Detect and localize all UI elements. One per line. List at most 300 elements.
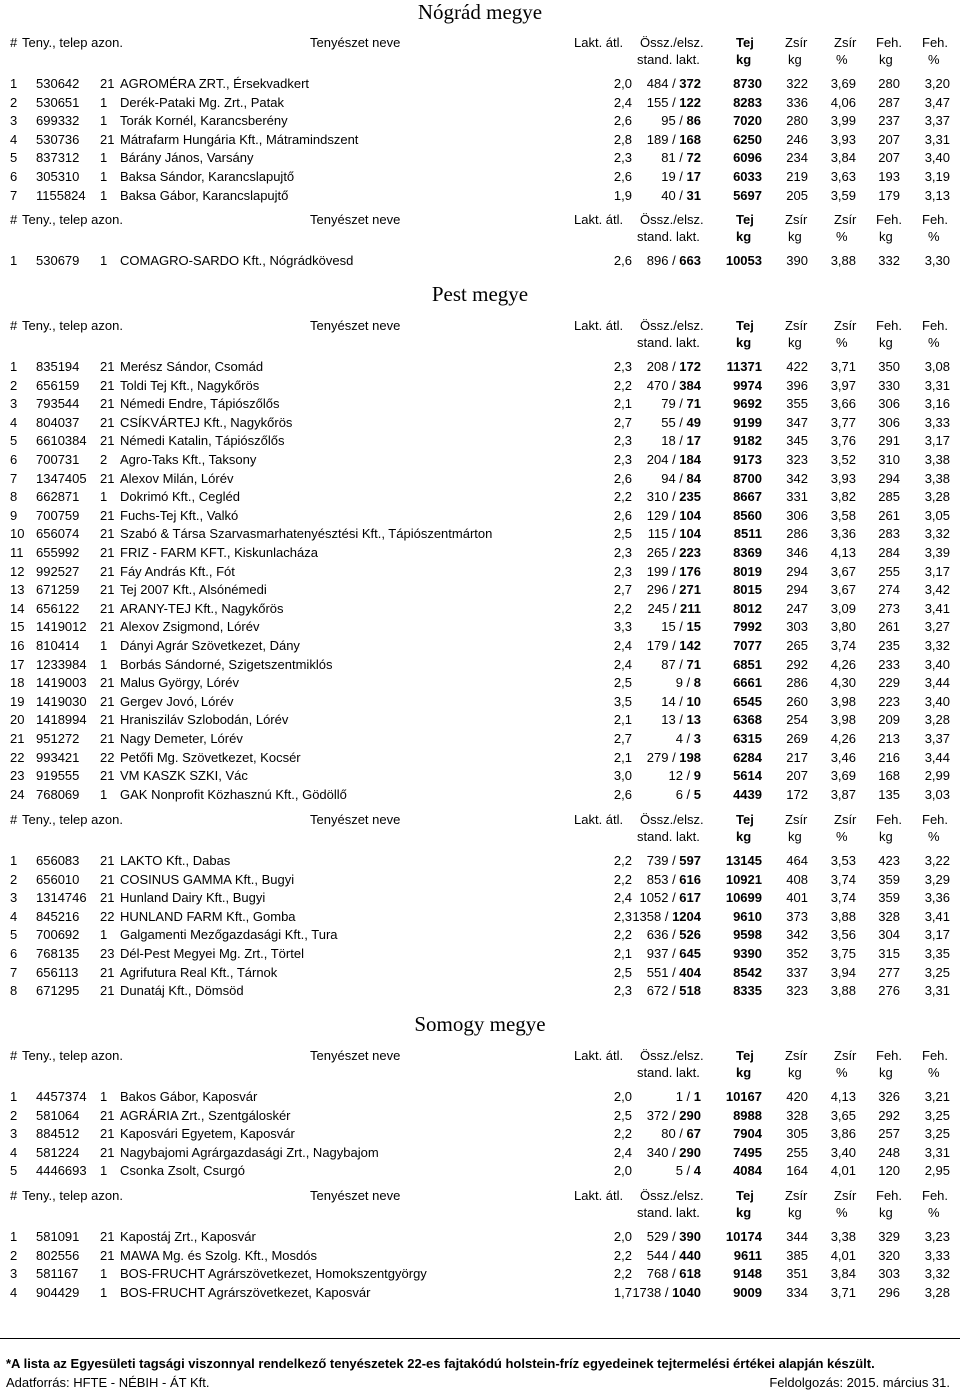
rank: 7 (10, 470, 18, 486)
table-row (0, 730, 960, 748)
breed-code: 21 (100, 396, 115, 412)
fat-kg: 464 (786, 853, 808, 868)
total-count-all: 87 / (661, 656, 687, 672)
total-count (647, 451, 701, 468)
fat-pct: 3,97 (830, 377, 856, 393)
table-row (0, 1107, 960, 1125)
fat-pct: 3,56 (830, 927, 856, 943)
farm-name: Merész Sándor, Csomád (120, 359, 264, 374)
farm-id: 656074 (36, 526, 80, 542)
table-row (0, 75, 960, 93)
fat-pct: 4,01 (830, 1163, 856, 1179)
table-row (0, 168, 960, 186)
lactation-avg: 1,7 (613, 1284, 632, 1300)
fat-kg: 345 (786, 433, 808, 449)
header-u1: kg (788, 1065, 802, 1080)
total-count (661, 187, 701, 204)
fat-kg: 219 (786, 169, 808, 184)
total-count-standard: 663 (679, 253, 701, 268)
breed-code: 1 (100, 150, 108, 166)
total-count-all: 179 / (646, 638, 680, 653)
fat-kg: 336 (786, 94, 808, 110)
fat-pct: 3,87 (830, 786, 856, 802)
protein-pct: 3,28 (924, 1284, 950, 1300)
rank: 5 (10, 433, 18, 449)
total-count (647, 600, 701, 617)
table-row (0, 525, 960, 543)
breed-code: 21 (100, 731, 115, 746)
farm-id: 904429 (36, 1284, 80, 1300)
farm-id: 1419003 (36, 675, 87, 691)
table-row (0, 1125, 960, 1143)
fat-pct: 4,06 (830, 94, 856, 110)
farm-name: Agrifutura Real Kft., Tárnok (120, 964, 278, 980)
protein-kg: 320 (878, 1247, 900, 1263)
total-count-standard: 71 (686, 396, 701, 412)
total-count-all: 245 / (647, 600, 681, 616)
total-count-standard: 184 (679, 452, 701, 467)
total-count (632, 1284, 701, 1301)
total-count (647, 544, 701, 561)
protein-pct: 3,27 (924, 619, 950, 635)
total-count-all: 9 / (675, 675, 694, 691)
breed-code: 21 (100, 890, 115, 906)
fat-kg: 346 (786, 545, 808, 560)
lactation-avg: 2,2 (613, 1266, 632, 1282)
protein-pct: 3,37 (924, 113, 950, 129)
farm-name: MAWA Mg. és Szolg. Kft., Mosdós (120, 1247, 317, 1263)
fat-kg: 303 (786, 619, 808, 635)
protein-pct: 3,29 (924, 871, 950, 887)
fat-kg: 247 (786, 600, 808, 616)
fat-pct: 3,69 (830, 768, 856, 784)
lactation-avg: 1,9 (613, 187, 632, 203)
protein-kg: 229 (878, 675, 900, 691)
milk-kg: 9148 (733, 1266, 762, 1282)
table-row (0, 395, 960, 413)
milk-kg: 7904 (733, 1126, 762, 1142)
header-h2: Teny., telep azon. (22, 212, 123, 227)
farm-id: 656010 (36, 871, 80, 887)
header-h2: Teny., telep azon. (22, 318, 123, 333)
header-h3: Tenyészet neve (310, 318, 401, 333)
farm-name: AGROMÉRA ZRT., Érsekvadkert (120, 76, 310, 91)
fat-pct: 3,82 (830, 489, 856, 505)
farm-id: 671295 (36, 983, 80, 999)
fat-pct: 3,59 (830, 187, 856, 203)
farm-id: 530651 (36, 94, 80, 110)
protein-kg: 423 (878, 853, 900, 868)
farm-name: Petőfi Mg. Szövetkezet, Kocsér (120, 749, 301, 765)
breed-code: 1 (100, 1266, 108, 1282)
total-count (676, 674, 701, 691)
table-row (0, 600, 960, 618)
total-count-standard: 384 (679, 377, 701, 393)
header-h2: Teny., telep azon. (22, 812, 123, 827)
header-h7: Tej (736, 318, 754, 333)
fat-pct: 3,74 (830, 890, 856, 906)
table-row (0, 581, 960, 599)
header-u2: % (836, 335, 848, 350)
total-count (647, 94, 701, 111)
protein-pct: 3,38 (924, 452, 950, 467)
lactation-avg: 2,2 (613, 871, 632, 887)
table-header (0, 811, 960, 847)
total-count (648, 525, 701, 542)
farm-name: Borbás Sándorné, Szigetszentmiklós (120, 656, 333, 672)
header-u4: % (928, 829, 940, 844)
protein-pct: 3,31 (924, 1144, 950, 1160)
breed-code: 1 (100, 1163, 108, 1179)
rank: 6 (10, 169, 18, 184)
table-row (0, 889, 960, 907)
breed-code: 1 (100, 489, 108, 505)
milk-kg: 6250 (733, 131, 762, 147)
total-count (661, 395, 701, 412)
table-row (0, 131, 960, 149)
milk-kg: 8012 (733, 600, 762, 616)
farm-id: 530642 (36, 76, 80, 91)
fat-kg: 331 (786, 489, 808, 505)
rank: 1 (10, 76, 18, 91)
farm-name: Dokrimó Kft., Cegléd (120, 489, 240, 505)
total-count-standard: 271 (679, 582, 701, 598)
total-count-standard: 9 (693, 768, 701, 784)
lactation-avg: 2,7 (613, 414, 632, 430)
farm-id: 581224 (36, 1144, 80, 1160)
milk-kg: 8667 (733, 489, 762, 505)
fat-kg: 385 (786, 1247, 808, 1263)
farm-id: 810414 (36, 638, 80, 653)
farm-name: VM KASZK SZKI, Vác (120, 768, 248, 784)
protein-pct: 3,32 (924, 638, 950, 653)
farm-id: 700731 (36, 452, 80, 467)
breed-code: 21 (100, 131, 115, 147)
milk-kg: 8988 (733, 1107, 762, 1123)
breed-code: 1 (100, 187, 108, 203)
total-count-all: 208 / (646, 359, 680, 374)
lactation-avg: 2,4 (613, 656, 632, 672)
total-count (676, 786, 701, 803)
header-h5: Össz./elsz. (640, 1188, 704, 1203)
table-row (0, 358, 960, 376)
rank: 1 (10, 253, 18, 268)
rank: 4 (10, 414, 18, 430)
milk-kg: 4084 (733, 1163, 762, 1179)
header-h7: Tej (736, 1048, 754, 1063)
header-u4: % (928, 52, 940, 67)
farm-id: 884512 (36, 1126, 80, 1142)
header-h6: stand. lakt. (637, 335, 700, 350)
milk-kg: 7077 (733, 638, 762, 653)
fat-pct: 4,26 (830, 656, 856, 672)
farm-id: 656122 (36, 600, 80, 616)
lactation-avg: 2,0 (613, 1163, 632, 1179)
fat-pct: 4,01 (830, 1247, 856, 1263)
fat-kg: 294 (786, 563, 808, 579)
protein-kg: 285 (878, 489, 900, 505)
farm-id: 305310 (36, 169, 80, 184)
rank: 12 (10, 563, 25, 579)
farm-id: 530679 (36, 253, 80, 268)
milk-kg: 9610 (733, 908, 762, 924)
farm-id: 581064 (36, 1107, 80, 1123)
total-count-standard: 198 (679, 749, 701, 765)
header-h1: # (10, 1048, 18, 1063)
total-count-all: 12 / (668, 768, 694, 784)
fat-pct: 3,74 (830, 638, 856, 653)
header-h6: stand. lakt. (637, 1065, 700, 1080)
header-h6: stand. lakt. (637, 229, 700, 244)
fat-kg: 305 (786, 1126, 808, 1142)
fat-kg: 294 (786, 582, 808, 598)
fat-pct: 3,71 (830, 1284, 856, 1300)
header-h9: Zsír (785, 812, 808, 827)
header-h9: Zsír (785, 318, 808, 333)
rank: 3 (10, 113, 18, 129)
fat-pct: 4,30 (830, 675, 856, 691)
header-h4: Lakt. átl. (574, 318, 624, 333)
processing-date: Feldolgozás: 2015. március 31. (769, 1375, 950, 1390)
total-count-standard: 142 (679, 638, 701, 653)
rank: 24 (10, 786, 25, 802)
breed-code: 21 (100, 526, 115, 542)
protein-pct: 3,17 (924, 433, 950, 449)
farm-name: Némedi Katalin, Tápiószőlős (120, 433, 285, 449)
milk-kg: 9390 (733, 946, 762, 961)
total-count-standard: 211 (680, 600, 701, 616)
fat-pct: 3,77 (830, 414, 856, 430)
table-row (0, 470, 960, 488)
milk-kg: 6033 (733, 169, 762, 184)
rank: 9 (10, 507, 18, 523)
farm-id: 699332 (36, 113, 80, 129)
total-count-standard: 176 (679, 563, 701, 579)
header-h10: Zsír (834, 1188, 857, 1203)
total-count-all: 14 / (661, 693, 687, 709)
total-count-standard: 10 (686, 693, 701, 709)
total-count-all: 19 / (661, 169, 687, 184)
total-count-standard: 15 (686, 619, 701, 635)
total-count-standard: 617 (679, 890, 701, 906)
table-row (0, 749, 960, 767)
rank: 10 (10, 526, 25, 542)
lactation-avg: 2,0 (613, 1089, 632, 1104)
total-count-all: 340 / (646, 1144, 680, 1160)
fat-kg: 390 (786, 253, 808, 268)
protein-kg: 359 (878, 871, 900, 887)
rank: 8 (10, 983, 18, 999)
total-count (647, 358, 701, 375)
fat-pct: 3,52 (830, 452, 856, 467)
lactation-avg: 2,2 (613, 853, 632, 868)
milk-kg: 8730 (733, 76, 762, 91)
header-h12: Feh. (922, 1188, 949, 1203)
header-h1: # (10, 812, 18, 827)
fat-pct: 3,66 (830, 396, 856, 412)
fat-kg: 286 (786, 526, 808, 542)
farm-name: Torák Kornél, Karancsberény (120, 113, 288, 129)
fat-pct: 3,46 (830, 749, 856, 765)
rank: 2 (10, 1107, 18, 1123)
header-h9: Zsír (785, 212, 808, 227)
protein-pct: 3,41 (924, 600, 950, 616)
header-h1: # (10, 212, 18, 227)
total-count-standard: 4 (693, 1163, 701, 1179)
fat-pct: 3,38 (830, 1229, 856, 1244)
total-count (661, 168, 701, 185)
protein-pct: 3,19 (924, 169, 950, 184)
header-u3: kg (879, 1205, 893, 1220)
fat-pct: 3,94 (830, 964, 856, 980)
header-h1: # (10, 1188, 18, 1203)
fat-kg: 280 (786, 113, 808, 129)
protein-pct: 3,37 (924, 731, 950, 746)
total-count-all: 470 / (646, 377, 680, 393)
header-h11: Feh. (876, 318, 903, 333)
rank: 2 (10, 377, 18, 393)
total-count-standard: 49 (686, 414, 701, 430)
protein-kg: 179 (878, 187, 900, 203)
farm-name: Derék-Pataki Mg. Zrt., Patak (120, 94, 284, 110)
header-h11: Feh. (876, 812, 903, 827)
fat-kg: 246 (786, 131, 808, 147)
table-row (0, 414, 960, 432)
farm-id: 1233984 (36, 656, 87, 672)
total-count-all: 4 / (675, 731, 694, 746)
total-count (661, 470, 701, 487)
protein-kg: 330 (878, 377, 900, 393)
fat-kg: 207 (786, 768, 808, 784)
fat-kg: 205 (786, 187, 808, 203)
total-count (661, 711, 701, 728)
header-u1: kg (788, 52, 802, 67)
protein-kg: 306 (878, 414, 900, 430)
total-count-all: 372 / (646, 1107, 680, 1123)
protein-pct: 3,31 (924, 377, 950, 393)
lactation-avg: 2,4 (613, 638, 632, 653)
total-count-standard: 440 (679, 1247, 701, 1263)
milk-kg: 8369 (733, 545, 762, 560)
protein-kg: 276 (878, 983, 900, 999)
protein-kg: 237 (878, 113, 900, 129)
header-u2: % (836, 52, 848, 67)
farm-id: 662871 (36, 489, 80, 505)
header-h9: Zsír (785, 1048, 808, 1063)
protein-kg: 291 (878, 433, 900, 449)
lactation-avg: 2,6 (613, 786, 632, 802)
breed-code: 21 (100, 600, 115, 616)
total-count-standard: 616 (679, 871, 701, 887)
total-count-standard: 31 (686, 187, 701, 203)
farm-name: COSINUS GAMMA Kft., Bugyi (120, 871, 295, 887)
breed-code: 21 (100, 359, 115, 374)
lactation-avg: 2,2 (613, 927, 632, 943)
protein-kg: 255 (878, 563, 900, 579)
header-h12: Feh. (922, 318, 949, 333)
header-u4: % (928, 1065, 940, 1080)
breed-code: 1 (100, 927, 108, 943)
milk-kg: 7020 (733, 113, 762, 129)
header-h4: Lakt. átl. (574, 35, 624, 50)
total-count-all: 310 / (646, 489, 680, 505)
milk-kg: 5697 (733, 187, 762, 203)
milk-kg: 10921 (725, 871, 762, 887)
county-title: Pest megye (431, 282, 529, 306)
breed-code: 1 (100, 253, 108, 268)
header-h7: Tej (736, 1188, 754, 1203)
protein-kg: 168 (878, 768, 900, 784)
header-h6: stand. lakt. (637, 1205, 700, 1220)
data-source: Adatforrás: HFTE - NÉBIH - ÁT Kft. (6, 1375, 210, 1390)
protein-kg: 329 (878, 1229, 900, 1244)
milk-kg: 7992 (733, 619, 762, 635)
table-row (0, 711, 960, 729)
fat-kg: 352 (786, 946, 808, 961)
protein-pct: 3,32 (924, 526, 950, 542)
table-row (0, 112, 960, 130)
rank: 16 (10, 638, 25, 653)
total-count (676, 1162, 701, 1179)
lactation-avg: 2,6 (613, 507, 632, 523)
milk-kg: 6368 (733, 712, 762, 728)
lactation-avg: 2,7 (613, 731, 632, 746)
farm-name: CSÍKVÁRTEJ Kft., Nagykőrös (120, 414, 293, 430)
lactation-avg: 2,6 (613, 253, 632, 268)
fat-pct: 3,98 (830, 712, 856, 728)
milk-kg: 5614 (733, 768, 762, 784)
total-count-all: 1738 / (632, 1284, 673, 1300)
header-h8: kg (736, 52, 752, 67)
fat-pct: 3,88 (830, 908, 856, 924)
farm-name: Baksa Gábor, Karancslapujtő (120, 187, 289, 203)
protein-pct: 3,31 (924, 131, 950, 147)
total-count (661, 112, 701, 129)
protein-kg: 216 (878, 749, 900, 765)
farm-name: LAKTO Kft., Dabas (120, 853, 231, 868)
fat-pct: 3,74 (830, 871, 856, 887)
rank: 3 (10, 890, 18, 906)
total-count-all: 129 / (646, 507, 680, 523)
header-h8: kg (736, 335, 752, 350)
total-count-standard: 72 (686, 150, 701, 166)
farm-id: 6610384 (36, 433, 87, 449)
total-count-all: 55 / (661, 414, 687, 430)
farm-name: Baksa Sándor, Karancslapujtő (120, 169, 295, 184)
protein-kg: 193 (878, 169, 900, 184)
fat-kg: 334 (786, 1284, 808, 1300)
total-count-standard: 84 (686, 470, 701, 486)
fat-pct: 3,76 (830, 433, 856, 449)
lactation-avg: 2,1 (613, 396, 632, 412)
total-count-all: 551 / (646, 964, 680, 980)
table-header (0, 1187, 960, 1223)
farm-name: Galgamenti Mezőgazdasági Kft., Tura (120, 927, 338, 943)
protein-pct: 3,33 (924, 1247, 950, 1263)
header-u3: kg (879, 1065, 893, 1080)
total-count-standard: 372 (679, 76, 701, 91)
header-h5: Össz./elsz. (640, 212, 704, 227)
milk-kg: 8542 (733, 964, 762, 980)
total-count-all: 636 / (646, 927, 680, 943)
fat-kg: 292 (786, 656, 808, 672)
farm-id: 1418994 (36, 712, 87, 728)
total-count-all: 768 / (646, 1266, 680, 1282)
milk-kg: 8700 (733, 470, 762, 486)
breed-code: 21 (100, 768, 115, 784)
total-count-standard: 390 (679, 1229, 701, 1244)
total-count-all: 115 / (647, 526, 680, 542)
